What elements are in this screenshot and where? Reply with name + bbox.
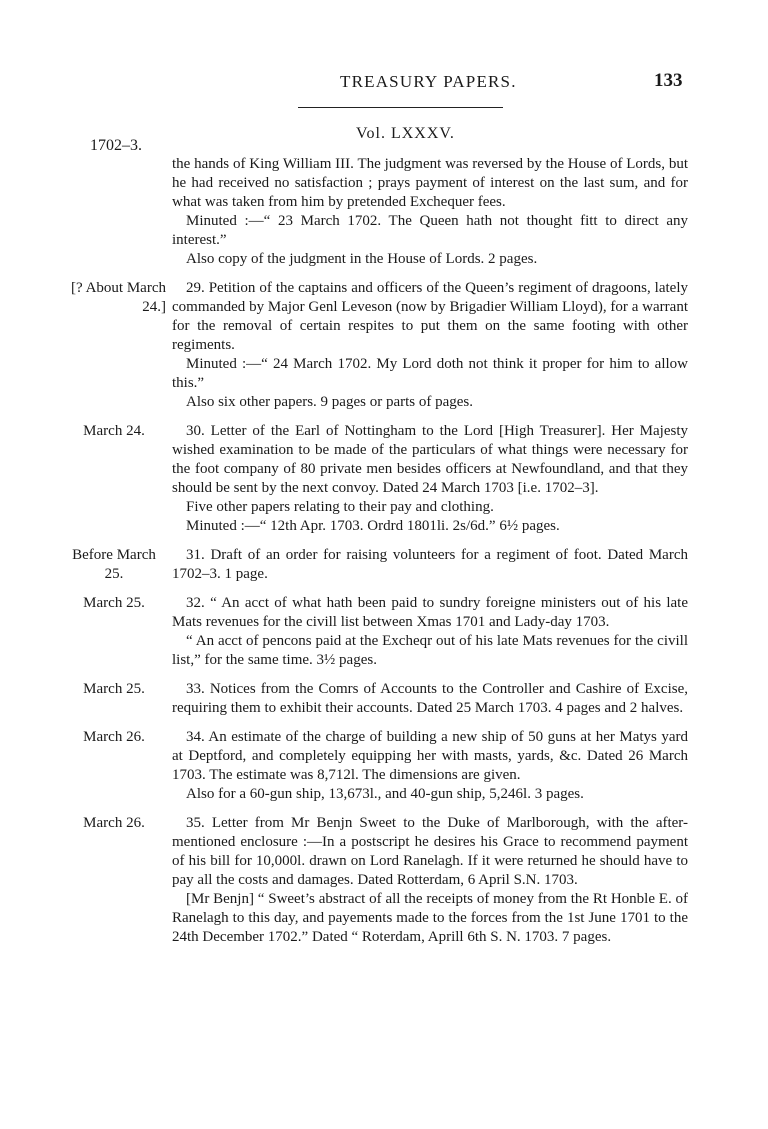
entry-32 xyxy=(0,594,768,670)
entry-date: Before March 25. xyxy=(72,547,156,582)
entry-33 xyxy=(0,680,768,718)
page-number: 133 xyxy=(654,70,683,91)
entry-date: [? About March 24.] xyxy=(71,280,166,315)
entry-date: March 24. xyxy=(83,423,145,439)
page-header xyxy=(0,70,768,100)
entry-paragraph: 29. Petition of the captains and officers of the Queen’s regiment of dragoons, lately commanded by Major Genl Leveson (now by Brigadier William Lloyd), for a warrant for the removal of certain respites to put them on the same footing with other regiments. xyxy=(172,280,688,353)
entry-paragraph: 35. Letter from Mr Benjn Sweet to the Duke of Marlborough, with the after-mentioned enclosure :—In a postscript he desires his Grace to recommend payment of his bill for 10,000l. drawn on Lord Ranelagh. If it were returned he should have to pay all the costs and damages. Dated Rotterdam, 6 April S.N. 1703. xyxy=(172,815,688,888)
entry-paragraph: 30. Letter of the Earl of Nottingham to the Lord [High Treasurer]. Her Majesty wished examination to be made of the particulars of what things were necessary for the foot company of 80 private men besides officers at Newfoundland, and that they should be sent by the next convoy. Dated 24 March 1703 [i.e. 1702–3]. xyxy=(172,423,688,496)
entry-paragraph: 32. “ An acct of what hath been paid to sundry foreigne ministers out of his late Mats revenues for the civill list between Xmas 1701 and Lady-day 1703. xyxy=(172,595,688,630)
entry-date: March 26. xyxy=(83,815,145,831)
year-marker: 1702–3. xyxy=(90,137,142,154)
entry-continuation xyxy=(0,155,768,269)
entry-date: March 26. xyxy=(83,729,145,745)
entry-minute: Minuted :—“ 24 March 1702. My Lord doth not think it proper for him to allow this.” xyxy=(172,356,688,391)
volume-heading: Vol. LXXXV. xyxy=(356,125,455,142)
entry-date: March 25. xyxy=(83,681,145,697)
entry-paragraph: 34. An estimate of the charge of building a new ship of 50 guns at her Matys yard at Deptford, and completely equipping her with masts, yards, &c. Dated 26 March 1703. The estimate was 8,712l. The dimensions are given. xyxy=(172,729,688,783)
entry-30 xyxy=(0,422,768,536)
entry-enclosure: Five other papers relating to their pay and clothing. xyxy=(186,499,494,515)
entry-paragraph: 33. Notices from the Comrs of Accounts to the Controller and Cashire of Excise, requiring them to exhibit their accounts. Dated 25 March 1703. 4 pages and 2 halves. xyxy=(172,681,688,716)
entry-enclosure: Also six other papers. 9 pages or parts of pages. xyxy=(186,394,474,410)
entry-paragraph: the hands of King William III. The judgment was reversed by the House of Lords, but he had received no satisfaction ; prays payment of interest on the last sum, and for what was taken from him by pretended Exchequer fees. xyxy=(172,156,688,210)
entry-31 xyxy=(0,546,768,584)
entry-enclosure: [Mr Benjn] “ Sweet’s abstract of all the receipts of money from the Rt Honble E. of Ranelagh to this day, and payements made to the forces from the 1st June 1701 to the 24th December 1702.” Dated “ Roterdam, Aprill 6th S. N. 1703. 7 pages. xyxy=(172,891,688,945)
entry-minute: Minuted :—“ 12th Apr. 1703. Ordrd 1801li. 2s/6d.” 6½ pages. xyxy=(186,518,560,534)
entry-paragraph: “ An acct of pencons paid at the Excheqr out of his late Mats revenues for the civill list,” for the same time. 3½ pages. xyxy=(172,633,688,668)
entry-enclosure: Also copy of the judgment in the House of Lords. 2 pages. xyxy=(186,251,538,267)
entry-paragraph: Also for a 60-gun ship, 13,673l., and 40-gun ship, 5,246l. 3 pages. xyxy=(186,786,584,802)
entry-paragraph: 31. Draft of an order for raising volunteers for a regiment of foot. Dated March 1702–3. 1 page. xyxy=(172,547,688,582)
running-title: TREASURY PAPERS. xyxy=(340,72,517,91)
entry-29 xyxy=(0,279,768,412)
main-text xyxy=(0,155,768,947)
entry-minute: Minuted :—“ 23 March 1702. The Queen hath not thought fitt to direct any interest.” xyxy=(172,213,688,248)
entry-35 xyxy=(0,814,768,947)
entry-date: March 25. xyxy=(83,595,145,611)
header-rule xyxy=(298,107,503,108)
entry-34 xyxy=(0,728,768,804)
